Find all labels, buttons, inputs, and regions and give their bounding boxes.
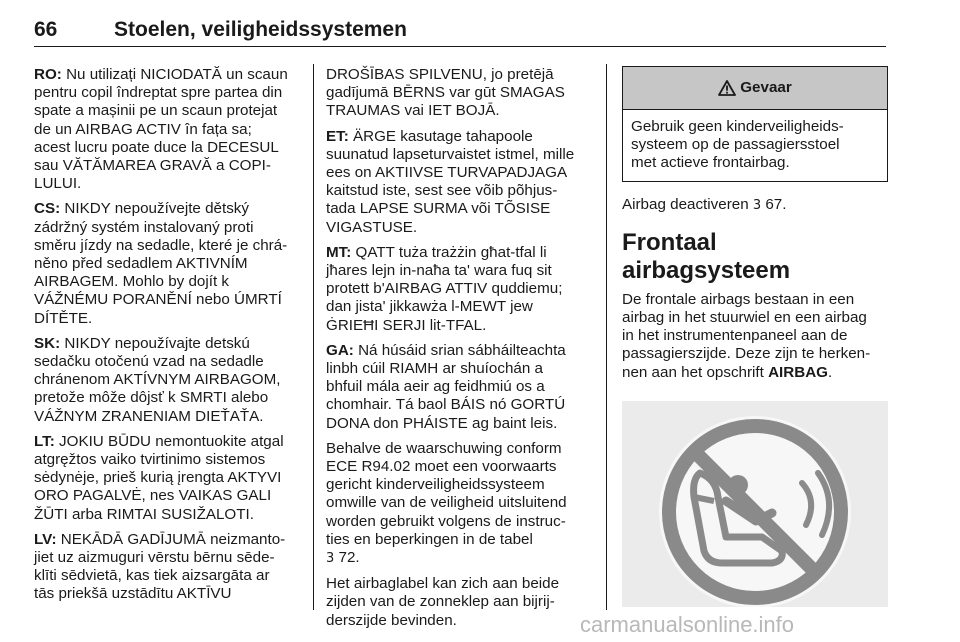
warning-triangle-icon	[718, 80, 736, 96]
paragraph-ro: RO: Nu utilizați NICIODATĂ un scaun pentru copil îndreptat spre partea din spate a mașinii pe un scaun protejat de un AIRBAG ACTIV în fața sa; acest lucru poate duce la DECESUL sau VĂTĂMAREA GRAVĂ a COPI- LULUI.	[34, 66, 288, 193]
column-left	[34, 66, 302, 611]
lang-label-ro: RO:	[34, 66, 62, 83]
column-middle	[326, 66, 592, 637]
warning-header	[623, 67, 887, 110]
lang-label-lt: LT:	[34, 432, 55, 450]
danger-warning-box	[622, 66, 888, 182]
warning-title: Gevaar	[740, 78, 792, 96]
paragraph-mt: MT: QATT tuża trażżin għat-tfal li jħares lejn in-naħa ta' wara fuq sit protett b'AIRBAG ATTIV quddiemu; dan jista' jikkawża l-MEWT jew ĠRIEĦI SERJI lit-TFAL.	[326, 243, 563, 334]
paragraph-lv-continued: DROŠĪBAS SPILVENU, jo pretējā gadījumā BĒRNS var gūt SMAGAS TRAUMAS vai IET BOJĀ.	[326, 66, 565, 120]
lang-label-mt: MT:	[326, 243, 352, 261]
airbag-keyword: AIRBAG	[768, 363, 828, 381]
column-divider-right	[606, 64, 607, 610]
page-number: 66	[34, 18, 58, 41]
paragraph-et: ET: ÄRGE kasutage tahapoole suunatud lapseturvaistet istmel, mille ees on AKTIIVSE TURVAPADJAGA kaitstud iste, sest see võib põhjus- tada LAPSE SURMA või TÕSISE VIGASTUSE.	[326, 127, 575, 236]
lang-label-sk: SK:	[34, 334, 61, 352]
paragraph-frontal-airbag: De frontale airbags bestaan in een airbag in het stuurwiel en een airbag in het instrumentenpaneel aan de passagierszijde. Deze zijn te herken- nen aan het opschrift AIRBAG.	[622, 290, 871, 381]
page-header	[34, 12, 886, 47]
frontal-airbag-heading: Frontaal airbagsysteem	[622, 228, 791, 284]
lang-label-cs: CS:	[34, 200, 61, 218]
airbag-deactivate-reference[interactable]: Airbag deactiveren 3 67.	[622, 195, 787, 213]
paragraph-ga: GA: Ná húsáid srian sábháilteachta linbh cúil RIAMH ar shuíochán a bhfuil mála aeir ag feidhmiú os a chomhair. Tá baol BÁIS nó GORTÚ DONA don PHÁISTE ag baint leis.	[326, 341, 566, 432]
paragraph-lv: LV: NEKĀDĀ GADĪJUMĀ neizmanto- jiet uz aizmuguri vērstu bērnu sēde- klīti sēdvietā, kas tiek aizsargāta ar tās priekšā uzstādītu AKTĪVU	[34, 530, 286, 603]
no-child-seat-airbag-icon	[622, 401, 888, 607]
section-title: Stoelen, veiligheidssystemen	[114, 18, 407, 41]
paragraph-ece-warning: Behalve de waarschuwing conform ECE R94.02 moet een voorwaarts gericht kinderveiligheidssysteem omwille van de veiligheid uitsluitend worden gebruikt volgens de instruc- ties en beperkingen in de tabel 3 72.	[326, 440, 592, 568]
page-ref-arrow-icon: 3	[326, 551, 335, 567]
paragraph-sk: SK: NIKDY nepoužívajte detskú sedačku otočenú vzad na sedadle chránenom AKTÍVNYM AIRBAGOM, pretože môže dôjsť k SMRTI alebo VÁŽNYM ZRANENIAM DIEŤAŤA.	[34, 334, 281, 425]
paragraph-airbag-label: Het airbaglabel kan zich aan beide zijden van de zonneklep aan bijrij- derszijde bevinden.	[326, 575, 560, 629]
column-divider-left	[313, 64, 314, 610]
paragraph-cs: CS: NIKDY nepoužívejte dětský zádržný systém instalovaný proti směru jízdy na sedadle, které je chrá- něno před sedadlem AKTIVNÍM AIRBAGEM. Mohlo by dojít k VÁŽNÉMU PORANĚNÍ nebo ÚMRTÍ DÍTĚTE.	[34, 200, 288, 327]
page-ref-arrow-icon: 3	[752, 197, 762, 213]
warning-body: Gebruik geen kinderveiligheids- systeem op de passagiersstoel met actieve frontairbag.	[631, 118, 844, 172]
lang-label-ga: GA:	[326, 341, 354, 359]
page-reference-72[interactable]: 3 72.	[326, 549, 360, 567]
column-right	[622, 66, 888, 612]
lang-label-lv: LV:	[34, 530, 57, 548]
paragraph-lt: LT: JOKIU BŪDU nemontuokite atgal atgręžtos vaiko tvirtinimo sistemos sėdynėje, prieš kurią įrengta AKTYVI ORO PAGALVĖ, nes VAIKAS GALI ŽŪTI arba RIMTAI SUSIŽALOTI.	[34, 432, 284, 523]
lang-label-et: ET:	[326, 127, 349, 145]
watermark: carmanualsonline.info	[580, 612, 795, 637]
